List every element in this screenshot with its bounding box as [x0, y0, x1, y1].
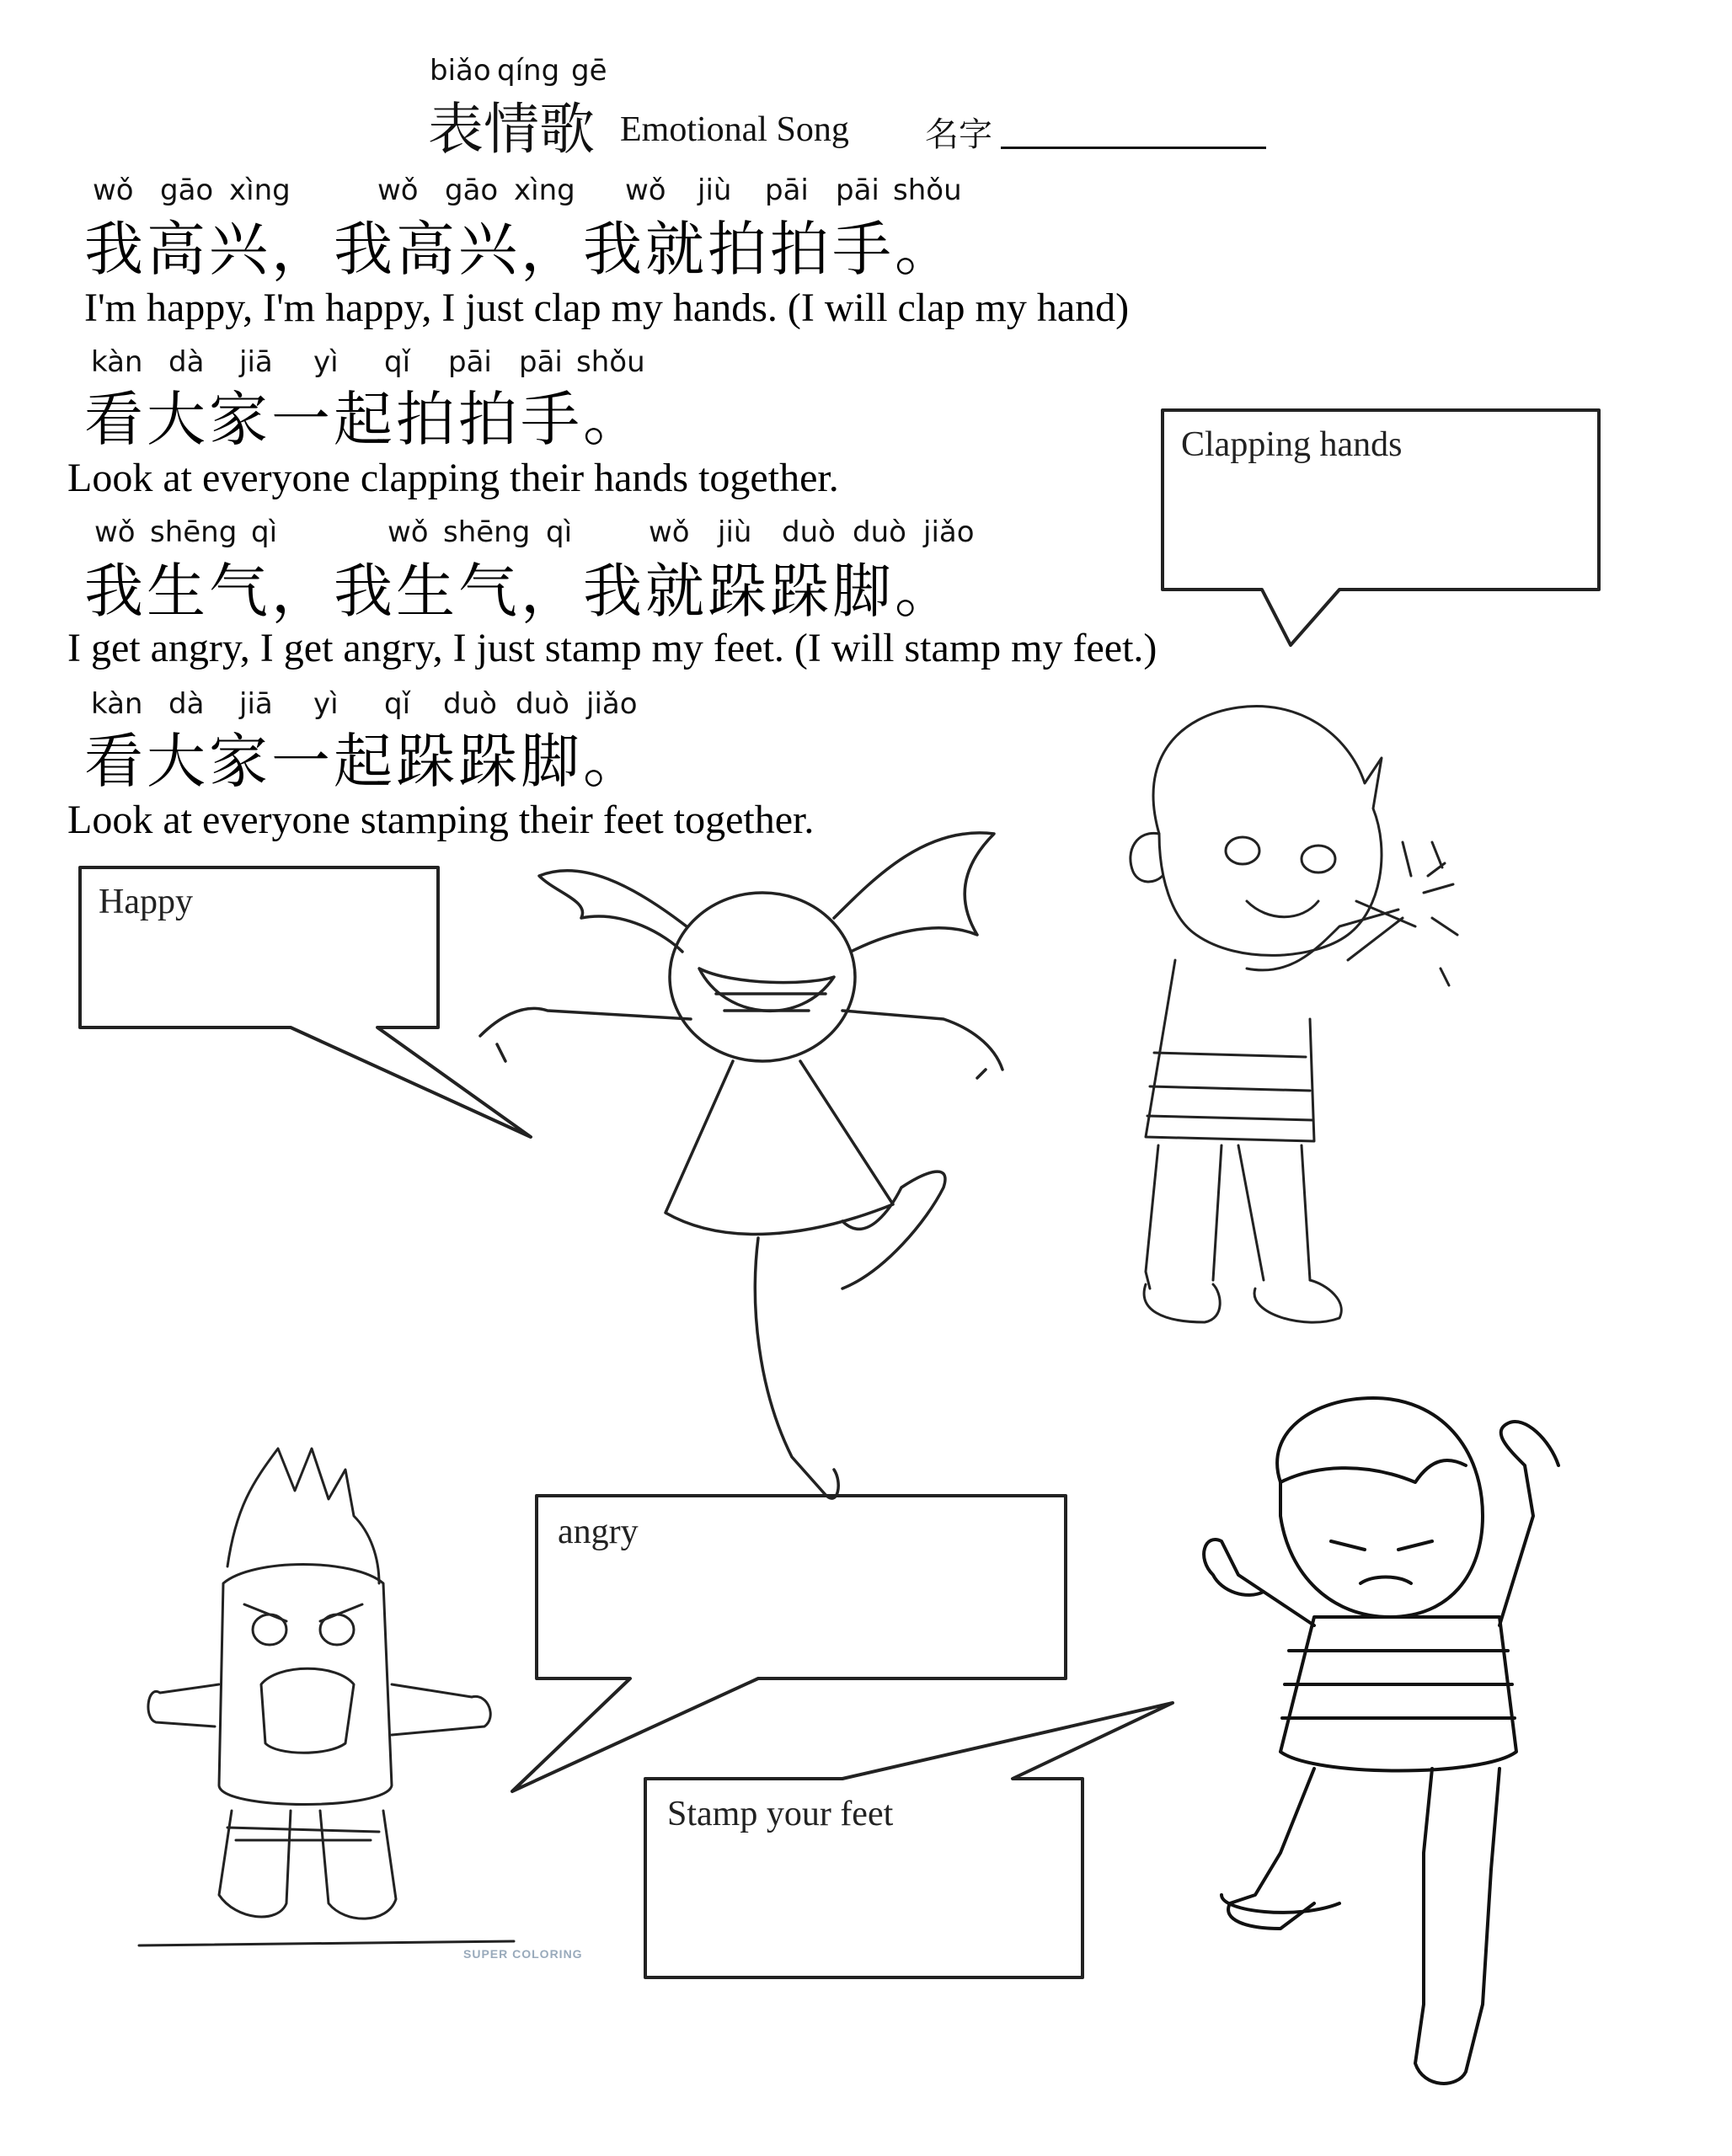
pinyin-syllable: jiù: [698, 173, 732, 207]
pinyin-syllable: duò: [516, 687, 569, 721]
pinyin-syllable: duò: [443, 687, 497, 721]
pinyin-syllable: qǐ: [384, 345, 411, 379]
girl-happy-drawing: [480, 833, 1002, 1498]
anger-character-drawing: [139, 1449, 514, 1945]
pinyin-syllable: jiǎo: [586, 687, 638, 721]
bubble-happy-label: Happy: [99, 883, 193, 921]
speech-bubble-stamp: [645, 1703, 1173, 1977]
line4-english: Look at everyone stamping their feet together.: [67, 798, 815, 842]
pinyin-syllable: wǒ: [388, 515, 429, 549]
pinyin-syllable: wǒ: [649, 515, 690, 549]
line2-chinese: 看大家一起拍拍手。: [84, 385, 645, 454]
pinyin-syllable: gāo: [445, 173, 499, 207]
pinyin-syllable: xìng: [514, 173, 575, 207]
name-label: 名字: [925, 115, 992, 154]
pinyin-syllable: qǐ: [384, 687, 411, 721]
title-pinyin-syllable: gē: [571, 54, 607, 88]
pinyin-syllable: duò: [853, 515, 906, 549]
pinyin-syllable: gāo: [160, 173, 214, 207]
watermark-logo: SUPER COLORING: [463, 1947, 583, 1961]
line1-chinese: 我高兴，我高兴，我就拍拍手。: [84, 215, 957, 284]
page-title-chinese: 表情歌: [428, 97, 595, 162]
page-title-english: Emotional Song: [620, 110, 849, 149]
pinyin-syllable: pāi: [448, 345, 492, 379]
line3-chinese: 我生气，我生气，我就跺跺脚。: [84, 557, 957, 626]
pinyin-syllable: shǒu: [576, 345, 645, 379]
pinyin-syllable: qì: [251, 515, 278, 549]
pinyin-syllable: wǒ: [93, 173, 134, 207]
bubble-angry-label: angry: [558, 1513, 639, 1551]
pinyin-syllable: yì: [313, 687, 339, 721]
angry-boy-drawing: [1204, 1398, 1558, 2084]
pinyin-syllable: dà: [168, 345, 205, 379]
pinyin-syllable: jiā: [239, 687, 273, 721]
pinyin-syllable: kàn: [91, 345, 143, 379]
title-pinyin-syllable: qíng: [497, 54, 560, 88]
line3-english: I get angry, I get angry, I just stamp my feet. (I will stamp my feet.): [67, 626, 1157, 670]
pinyin-syllable: kàn: [91, 687, 143, 721]
pinyin-syllable: yì: [313, 345, 339, 379]
bubble-clapping-label: Clapping hands: [1181, 425, 1403, 464]
pinyin-syllable: wǒ: [377, 173, 419, 207]
pinyin-syllable: shǒu: [893, 173, 962, 207]
boy-clapping-drawing: [1131, 706, 1457, 1322]
pinyin-syllable: wǒ: [625, 173, 666, 207]
pinyin-syllable: pāi: [765, 173, 809, 207]
pinyin-syllable: qì: [546, 515, 573, 549]
title-pinyin-syllable: biǎo: [430, 54, 491, 88]
pinyin-syllable: xìng: [229, 173, 291, 207]
line4-chinese: 看大家一起跺跺脚。: [84, 727, 645, 796]
pinyin-syllable: jiā: [239, 345, 273, 379]
pinyin-syllable: dà: [168, 687, 205, 721]
pinyin-syllable: jiù: [718, 515, 752, 549]
line2-english: Look at everyone clapping their hands together.: [67, 456, 839, 500]
pinyin-syllable: shēng: [443, 515, 531, 549]
pinyin-syllable: pāi: [519, 345, 563, 379]
line1-english: I'm happy, I'm happy, I just clap my hands. (I will clap my hand): [84, 286, 1130, 330]
pinyin-syllable: wǒ: [94, 515, 136, 549]
pinyin-syllable: shēng: [150, 515, 238, 549]
pinyin-syllable: pāi: [836, 173, 879, 207]
pinyin-syllable: jiǎo: [923, 515, 975, 549]
bubble-stamp-label: Stamp your feet: [667, 1795, 894, 1833]
pinyin-syllable: duò: [782, 515, 836, 549]
